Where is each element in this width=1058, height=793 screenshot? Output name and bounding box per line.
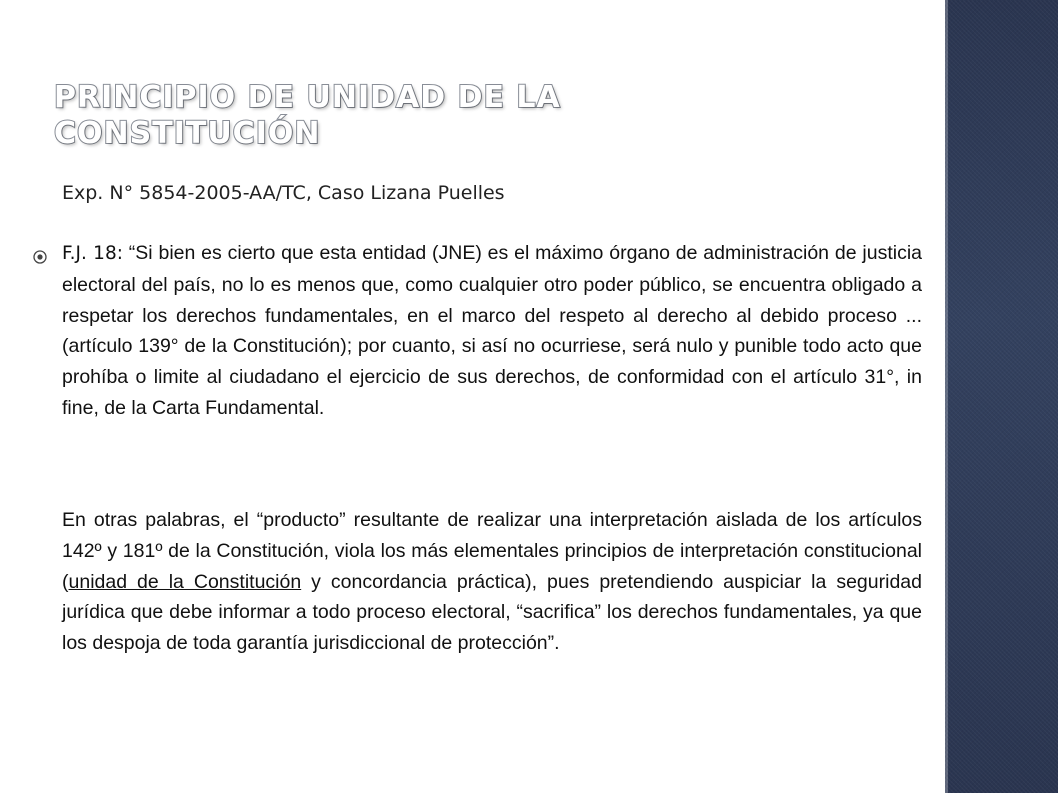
fj-quote: “Si bien es cierto que esta entidad (JNE) es el máximo órgano de administración de justicia electoral del país, no lo es menos que, como cualquier otro poder público, se encuentra obligado a respetar los derechos fundamentales, en el marco del respeto al derecho al debido proceso ... (artículo 139° de la Constitución); por cuanto, si así no ocurriese, será nulo y punible todo acto que prohíba o limite al ciudadano el ejercicio de sus derechos, de conformidad con el artículo 31°, in fine, de la Carta Fundamental. <box>62 242 923 419</box>
second-paragraph <box>62 505 922 659</box>
side-decorative-panel <box>945 0 1058 793</box>
underlined-phrase: unidad de la Constitución <box>68 570 302 593</box>
bullet-target-icon <box>33 250 47 264</box>
paragraph2-before: En otras palabras, el “producto” resultante de realizar una interpretación aislada de los artículos 142º y 181º de la Constitución, viola los más elementales principios de interpretación constitucional ( <box>62 509 922 593</box>
title-line-1: PRINCIPIO DE UNIDAD DE LA <box>54 80 561 115</box>
fj-label: F.J. 18: <box>62 243 123 264</box>
case-reference: Exp. N° 5854-2005-AA/TC, Caso Lizana Puelles <box>62 182 505 204</box>
bullet-paragraph <box>62 238 922 424</box>
slide-title <box>54 80 914 152</box>
title-line-2: CONSTITUCIÓN <box>54 116 321 151</box>
paragraph2-after: y concordancia práctica), pues pretendiendo auspiciar la seguridad jurídica que debe informar a todo proceso electoral, “sacrifica” los derechos fundamentales, ya que los despoja de toda garantía jurisdiccional de protección”. <box>62 570 922 655</box>
